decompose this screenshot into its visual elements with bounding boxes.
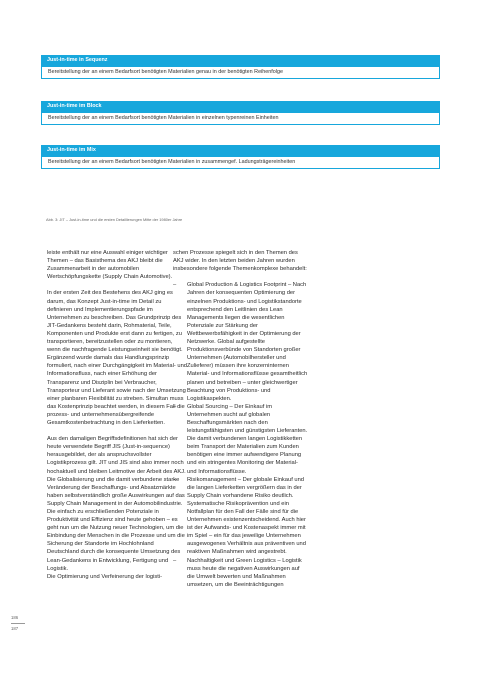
- page-numbers: [11, 614, 25, 633]
- jit-block-box: [41, 101, 440, 125]
- page-number-right: 187: [11, 626, 19, 631]
- jit-block-description: Bereitstellung der an einem Bedarfsort benötigten Materialien in einzelnen typenreinen Einheiten: [41, 112, 440, 125]
- left-paragraph-2: In der ersten Zeit des Bestehens des AKJ ging es darum, das Konzept Just-in-time im Detail zu definieren und Implementierungspfade im Unternehmen zu beschreiben. Das Grundprinzip des JIT-Gedankens besteht darin, Rohmaterial, Teile, Komponenten und Produkte erst dann zu fertigen, zu transportieren, bereitzustellen oder zu montieren, wenn die nachfragende Leistungseinheit sie benötigt. Ergänzend wurde damals das Handlungsprinzip formuliert, nach einer Durchgängigkeit im Material- und Informationsfluss, nach einer Erhöhung der Transparenz und Disziplin bei Verbraucher, Transporteur und Lieferant sowie nach der Umsetzung einer planbaren Flexibilität zu streben. Simultan muss das Kostenprinzip beachtet werden, in diesem Fall die prozess- und unternehmensübergreifende Gesamtkostenbetrachtung in den Lieferketten.: [47, 290, 187, 426]
- jit-sequence-description: Bereitstellung der an einem Bedarfsort benötigten Materialien genau in der benötigten Reihenfolge: [41, 66, 440, 79]
- topic-sustainability: – Nachhaltigkeit und Green Logistics – Logistik muss heute die negativen Auswirkungen auf die Umwelt bewerten und Maßnahmen umsetzen, um die Beeinträchtigungen: [173, 557, 308, 589]
- right-intro-paragraph: schen Prozesse spiegelt sich in den Themen des AKJ wider. In den letzten beiden Jahren wurden insbesondere folgende Themenkomplexe behandelt:: [173, 250, 307, 273]
- figure-caption: Abb. 3: JIT – Just-in-time und die ersten Detaillierungen Mitte der 1980er Jahre: [46, 217, 183, 222]
- topic-risk: – Risikomanagement – Der globale Einkauf und die langen Lieferketten vergrößern das in der Supply Chain vorhandene Risiko deutlich. Systematische Risikoprävention und ein Notfallplan für den Fall der Fälle sind für die Unternehmen existenzentscheidend. Auch hier ist der Aufwands- und Kostenaspekt immer mit im Spiel – ein für das jeweilige Unternehmen ausgewogenes Verhältnis aus präventiven und reaktiven Maßnahmen wird angestrebt.: [173, 476, 308, 557]
- left-paragraph-1: leiste enthält nur eine Auswahl einiger wichtiger Themen – das Basisthema des AKJ bleibt die Zusammenarbeit in der automobilen Wertschöpfungskette (Supply Chain Automotive).: [47, 250, 173, 281]
- topic-footprint: – Global Production & Logistics Footprint – Nach Jahren der konsequenten Optimierung der einzelnen Produktions- und Logistikstandorte entsprechend den Leitlinien des Lean Managements liegen die wesentlichen Potenziale zur Stärkung der Wettbewerbsfähigkeit in der Optimierung der Netzwerke. Global aufgestellte Produktionsverbünde von Standorten großer Unternehmen (Automobilhersteller und Zulieferer) müssen ihre konzerninternen Material- und Informationsflüsse gesamtheitlich planen und betreiben – unter gleichwertiger Beachtung von Produktions- und Logistikaspekten.: [173, 281, 308, 402]
- left-paragraph-4: Die Optimierung und Verfeinerung der logisti-: [47, 573, 163, 580]
- jit-sequence-box: [41, 55, 440, 79]
- page-number-divider: [11, 623, 25, 624]
- page-number-left: 186: [11, 615, 19, 620]
- jit-block-title: Just-in-time im Block: [41, 101, 440, 112]
- right-text-column: [173, 249, 308, 589]
- jit-mix-title: Just-in-time im Mix: [41, 145, 440, 156]
- jit-mix-box: [41, 145, 440, 169]
- left-paragraph-3: Aus den damaligen Begriffsdefinitionen hat sich der heute verwendete Begriff JIS (Just-in-sequence) herausgebildet, der als anspruchsvollster Logistikprozess gilt. JIT und JIS sind also immer noch hochaktuell und bleiben Leitmotive der Arbeit des AKJ. Die Globalisierung und die damit verbundene starke Veränderung der Beschaffungs- und Absatzmärkte haben selbstverständlich große Auswirkungen auf das Supply Chain Management in der Automobilindustrie. Die einfach zu erschließenden Potenziale in Produktivität und Effizienz sind heute gehoben – es geht nun um die Nutzung neuer Technologien, um die Einbindung der Menschen in die Prozesse und um die Sicherung der Standorte im Hochlohnland Deutschland durch die konsequente Umsetzung des Lean-Gedankens in Entwicklung, Fertigung und Logistik.: [47, 436, 186, 572]
- topic-list: [173, 281, 308, 589]
- jit-sequence-title: Just-in-time in Sequenz: [41, 55, 440, 66]
- topic-sourcing: – Global Sourcing – Der Einkauf im Unternehmen sucht auf globalen Beschaffungsmärkten nach den leistungsfähigsten und günstigsten Lieferanten. Die damit verbundenen langen Logistikketten beim Transport der Materialien zum Kunden benötigen eine immer aufwendigere Planung und ein stringentes Monitoring der Material- und Informationsflüsse.: [173, 403, 308, 476]
- left-text-column: [47, 249, 187, 581]
- jit-mix-description: Bereitstellung der an einem Bedarfsort benötigten Materialien in zusammengef. Ladungsträgereinheiten: [41, 156, 440, 169]
